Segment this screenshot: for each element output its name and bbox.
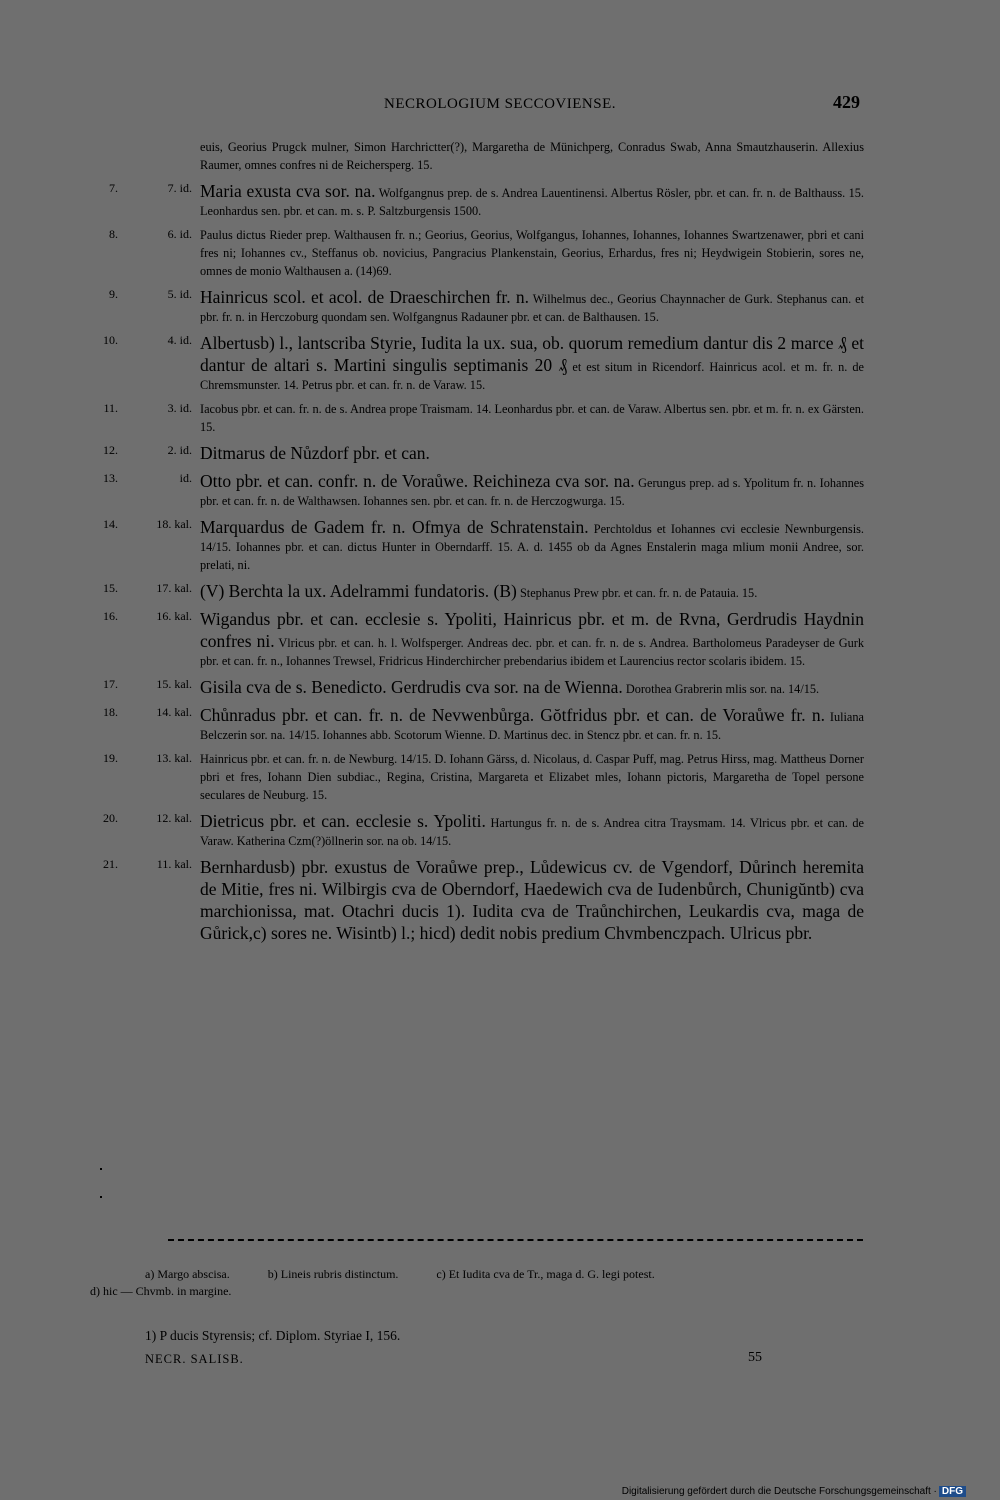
entry-date: 11. kal. [156,857,192,871]
signature-mark: NECR. SALISB. [145,1352,244,1366]
entry-8 [90,226,864,280]
footnote-b: b) Lineis rubris distinctum. [267,1267,399,1281]
entry-14 [90,516,864,574]
digitization-credit [622,1486,966,1497]
entry-number: 9. [109,287,118,301]
footnote-divider [168,1239,863,1241]
entry-17 [90,676,864,698]
necrology-entries [90,138,864,950]
entry-small-text: Paulus dictus Rieder prep. Walthausen fr. n.; Georius, Georius, Wolfgangus, Iohannes, Iohannes, Iohannes Swartzenawer, pbri et cani fres ni; Iohannes cv., Steffanus ob. novicius, Pangracius Plankenstain, Georius, Erhardus, fres ni; Heydwigein Stobierin, sores ne, omnes de monio Walthausen a. (14)69. [200,228,864,278]
entry-date: 16. kal. [156,609,192,623]
entry-small-text: Wilhelmus dec., Georius Chaynnacher de Gurk. Stephanus can. et pbr. fr. n. in Herczoburg quondam sen. Wolfgangnus Radauner pbr. et can. de Balthausen. 15. [200,292,864,324]
entry-date: 7. id. [167,181,192,195]
page-number: 429 [833,92,860,112]
footnotes [90,1266,870,1300]
entry-number: 11. [103,401,118,415]
footnote-c: c) Et Iudita cva de Tr., maga d. G. legi potest. [436,1267,655,1281]
entry-large-text: Maria exusta cva sor. na. [200,181,376,201]
footnote-row [90,1266,870,1283]
entry-number: 8. [109,227,118,241]
entry-large-text: Albertusb) l., lantscriba Styrie, Iudita la ux. sua, ob. quorum remedium dantur dis 2 marce ₰ et dantur de altari s. Martini singulis septimanis 20 ₰ [200,333,864,375]
entry-date: 12. kal. [156,811,192,825]
margin-mark [100,1168,102,1170]
entry-small-text: Perchtoldus et Iohannes cvi ecclesie Newnburgensis. 14/15. Iohannes pbr. et can. dictus Hunter in Oberndarff. 15. A. d. 1455 ob da Agnes Enstalerin maga mlium monii Andree, sor. prelati, ni. [200,522,864,572]
entry-small-text: Stephanus Prew pbr. et can. fr. n. de Patauia. 15. [519,586,758,600]
entry-large-text: Bernhardusb) pbr. exustus de Voraůwe prep., Lůdewicus cv. de Vgendorf, Důrinch heremita de Mitie, fres ni. Wilbirgis cva de Oberndorf, Haedewich cva de Iudenbůrch, Chunigŭntb) cva marchionissa, mat. Otachri ducis 1). Iudita cva de Traůnchirchen, Leukardis cva, maga de Gůrick,c) sores ne. Wisintb) l.; hicd) dedit nobis predium Chvmbenczpach. Ulricus pbr. [200,857,864,943]
entry-16 [90,608,864,670]
entry-small-text: et est situm in Ricendorf. Hainricus acol. et m. fr. n. de Chremsmunster. 14. Petrus pbr. et can. fr. n. de Varaw. 15. [200,360,865,392]
entry-small-text: Hainricus pbr. et can. fr. n. de Newburg. 14/15. D. Iohann Gärss, d. Nicolaus, d. Caspar Puff, mag. Petrus Hirss, mag. Mattheus Dorner pbri et fres, Iohann Dien subdiac., Regina, Cristina, Margareta et Elizabet mles, Iohann pictoris, Margaretha de Topel persone seculares de Neuburg. 15. [200,752,864,802]
entry-date: 6. id. [167,227,192,241]
entry-large-text: Hainricus scol. et acol. de Draeschirchen fr. n. [200,287,529,307]
entry-10 [90,332,864,394]
entry-continuation [90,138,864,174]
margin-mark [100,1196,102,1198]
entry-large-text: Dietricus pbr. et can. ecclesie s. Ypoliti. [200,811,486,831]
entry-large-text: Otto pbr. et can. confr. n. de Voraůwe. Reichineza cva sor. na. [200,471,635,491]
entry-date: 5. id. [167,287,192,301]
entry-number: 14. [103,517,118,531]
entry-date: id. [179,471,192,485]
entry-date: 4. id. [167,333,192,347]
entry-21 [90,856,864,944]
entry-number: 19. [103,751,118,765]
entry-number: 10. [103,333,118,347]
dfg-logo: DFG [939,1486,966,1497]
entry-large-text: (V) Berchta la ux. Adelrammi fundatoris. (B) [200,581,517,601]
signature-number: 55 [748,1350,762,1365]
entry-number: 12. [103,443,118,457]
entry-9 [90,286,864,326]
entry-11 [90,400,864,436]
entry-7 [90,180,864,220]
entry-number: 7. [109,181,118,195]
entry-large-text: Gisila cva de s. Benedicto. Gerdrudis cva sor. na de Wienna. [200,677,623,697]
entry-number: 15. [103,581,118,595]
entry-small-text: Dorothea Grabrerin mlis sor. na. 14/15. [625,682,820,696]
entry-18 [90,704,864,744]
entry-small-text: Vlricus pbr. et can. h. l. Wolfsperger. Andreas dec. pbr. et can. fr. n. de s. Andrea. Bartholomeus Paradeyser de Gurk pbr. et can. fr. n., Iohannes Trewsel, Fridricus Hinderchircher prebendarius ibidem et Laurencius rector scolaris ibidem. 15. [200,636,864,668]
running-head-title: NECROLOGIUM SECCOVIENSE. [383,96,616,112]
entry-small-text: Iuliana Belczerin sor. na. 14/15. Iohannes abb. Scotorum Wienne. D. Martinus dec. in Stencz pbr. et can. fr. n. 15. [200,710,864,742]
entry-20 [90,810,864,850]
entry-15 [90,580,864,602]
entry-number: 18. [103,705,118,719]
entry-date: 18. kal. [156,517,192,531]
entry-number: 21. [103,857,118,871]
entry-date: 14. kal. [156,705,192,719]
entry-date: 17. kal. [156,581,192,595]
entry-date: 13. kal. [156,751,192,765]
entry-date: 3. id. [167,401,192,415]
footnote-1: 1) P ducis Styrensis; cf. Diplom. Styriae I, 156. [145,1328,401,1343]
entry-date: 15. kal. [156,677,192,691]
page-header [0,92,1000,122]
entry-19 [90,750,864,804]
entry-number: 13. [103,471,118,485]
entry-number: 16. [103,609,118,623]
entry-small-text: Wolfgangnus prep. de s. Andrea Lauentinensi. Albertus Rösler, pbr. et can. fr. n. de Balthauss. 15. Leonhardus sen. pbr. et can. m. s. P. Saltzburgensis 1500. [200,186,864,218]
footnote-d: d) hic — Chvmb. in margine. [90,1284,232,1298]
entry-13 [90,470,864,510]
entry-large-text: Wigandus pbr. et can. ecclesie s. Ypoliti, Hainricus pbr. et m. de Rvna, Gerdrudis Haydnin confres ni. [200,609,864,651]
entry-number: 17. [103,677,118,691]
footnote-a: a) Margo abscisa. [145,1267,230,1281]
entry-number: 20. [103,811,118,825]
entry-small-text: Gerungus prep. ad s. Ypolitum fr. n. Iohannes pbr. et can. fr. n. de Walthawsen. Iohannes sen. pbr. et can. fr. n. de Herczogwurga. 15. [200,476,864,508]
entry-small-text: euis, Georius Prugck mulner, Simon Harchrictter(?), Margaretha de Münichperg, Conradus Swab, Anna Smautzhauserin. Allexius Raumer, omnes confres ni de Reichersperg. 15. [200,140,864,172]
entry-small-text: Iacobus pbr. et can. fr. n. de s. Andrea prope Traismam. 14. Leonhardus pbr. et can. de Varaw. Albertus sen. pbr. et m. fr. n. ex Gärsten. 15. [200,402,864,434]
entry-large-text: Marquardus de Gadem fr. n. Ofmya de Schratenstain. [200,517,589,537]
credit-text: Digitalisierung gefördert durch die Deutsche Forschungsgemeinschaft · [621,1486,937,1497]
entry-large-text: Ditmarus de Nůzdorf pbr. et can. [200,443,430,463]
entry-small-text: Hartungus fr. n. de s. Andrea citra Traysmam. 14. Vlricus pbr. et can. de Varaw. Katherina Czm(?)öllnerin sor. na ob. 14/15. [200,816,864,848]
entry-12 [90,442,864,464]
entry-date: 2. id. [167,443,192,457]
entry-large-text: Chůnradus pbr. et can. fr. n. de Nevwenbůrga. Gŏtfridus pbr. et can. de Voraůwe fr. n. [200,705,825,725]
